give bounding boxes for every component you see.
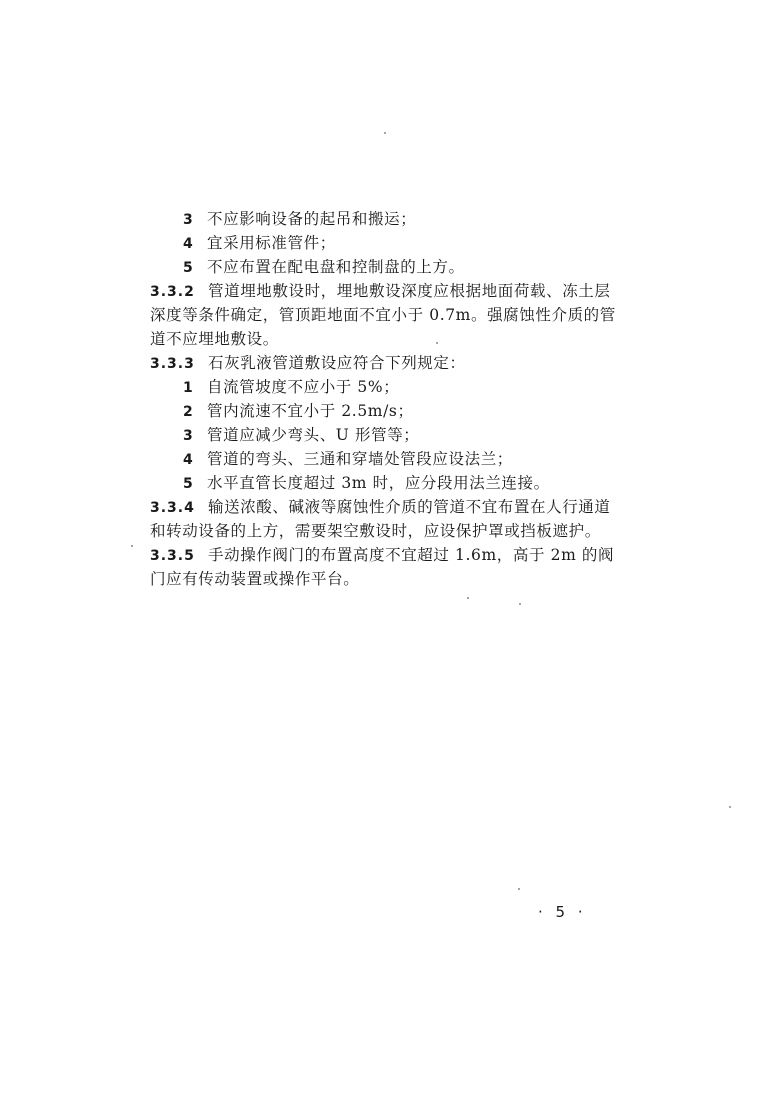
clause-3-3-3 [150,352,466,375]
clause-text-line: 和转动设备的上方，需要架空敷设时，应设保护罩或挡板遮护。 [150,522,601,540]
list-item [183,424,419,447]
clause-text: 石灰乳液管道敷设应符合下列规定： [208,354,466,372]
scan-speck [436,342,438,344]
clause-number: 3.3.4 [150,500,195,516]
clause-3-3-4 [150,496,611,519]
page-number: · 5 · [538,903,587,921]
item-text: 不应布置在配电盘和控制盘的上方。 [207,258,465,276]
clause-text-line: 道不应埋地敷设。 [150,330,279,348]
item-text: 水平直管长度超过 3m 时，应分段用法兰连接。 [207,474,550,492]
item-number: 1 [183,380,194,396]
list-item [183,400,414,423]
scan-speck [467,597,469,599]
list-item [183,376,399,399]
item-text: 自流管坡度不应小于 5%； [207,378,400,396]
list-item [183,208,416,231]
item-number: 5 [183,260,194,276]
clause-text-line: 门应有传动装置或操作平台。 [150,570,360,588]
item-number: 4 [183,236,194,252]
list-item [183,256,465,279]
item-text: 管内流速不宜小于 2.5m/s； [207,402,414,420]
item-number: 5 [183,476,194,492]
clause-3-3-2 [150,280,611,303]
item-number: 3 [183,428,194,444]
clause-3-3-5 [150,544,615,567]
scan-speck [384,132,386,134]
clause-text-line: 深度等条件确定，管顶距地面不宜小于 0.7m。强腐蚀性介质的管 [150,306,616,324]
item-text: 管道的弯头、三通和穿墙处管段应设法兰； [207,450,513,468]
clause-text: 管道埋地敷设时，埋地敷设深度应根据地面荷载、冻土层 [208,282,611,300]
scan-speck [518,888,520,890]
item-number: 2 [183,404,194,420]
clause-number: 3.3.3 [150,356,195,372]
item-text: 管道应减少弯头、U 形管等； [207,426,420,444]
scan-speck [131,545,133,547]
list-item [183,448,513,471]
scan-speck [519,603,521,605]
clause-number: 3.3.2 [150,284,195,300]
item-text: 宜采用标准管件； [207,234,336,252]
list-item [183,472,550,495]
item-number: 4 [183,452,194,468]
item-text: 不应影响设备的起吊和搬运； [207,210,417,228]
scan-speck [729,806,731,808]
list-item [183,232,336,255]
clause-text: 输送浓酸、碱液等腐蚀性介质的管道不宜布置在人行通道 [208,498,611,516]
clause-number: 3.3.5 [150,548,195,564]
clause-text: 手动操作阀门的布置高度不宜超过 1.6m，高于 2m 的阀 [208,546,615,564]
item-number: 3 [183,212,194,228]
